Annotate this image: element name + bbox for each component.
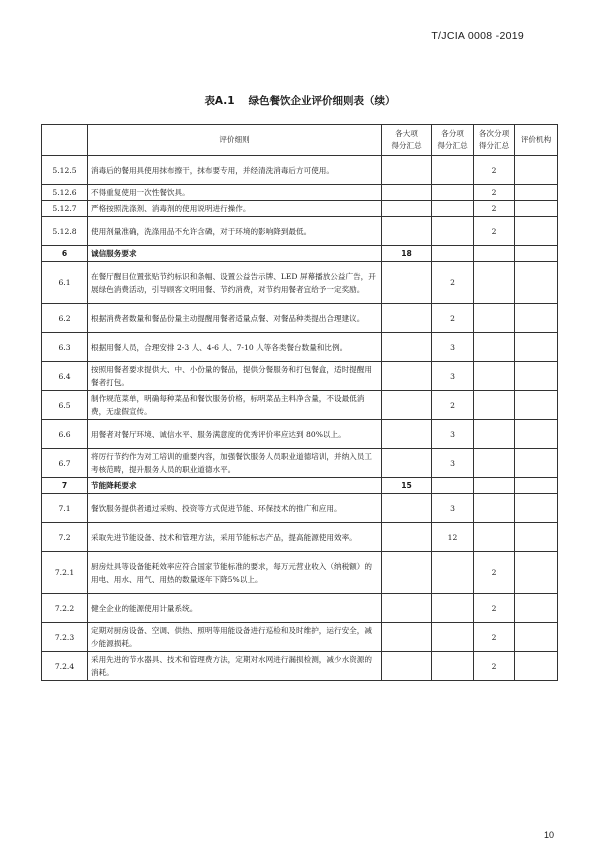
row-evaluator [515,449,558,478]
row-major-score [382,623,432,652]
table-row [42,362,558,391]
table-row [42,156,558,185]
row-criteria: 严格按照洗涤剂、消毒剂的使用说明进行操作。 [88,201,382,217]
row-minor-score [474,478,515,494]
row-number: 6 [42,246,88,262]
row-sub-score: 3 [432,333,474,362]
row-criteria: 定期对厨房设备、空调、供热、照明等用能设备进行巡检和及时维护，运行安全，减少能源损耗。 [88,623,382,652]
row-criteria: 采用先进的节水器具、技术和管理费方法，定期对水网进行漏损检测，减少水资源的消耗。 [88,652,382,681]
document-code: T/JCIA 0008 -2019 [431,30,524,42]
table-title-text: 绿色餐饮企业评价细则表（续） [248,95,396,107]
row-evaluator [515,217,558,246]
row-sub-score: 2 [432,391,474,420]
row-major-score [382,333,432,362]
row-criteria: 采取先进节能设备、技术和管理方法，采用节能标志产品，提高能源使用效率。 [88,523,382,552]
row-sub-score [432,217,474,246]
row-number: 7.1 [42,494,88,523]
row-sub-score: 2 [432,304,474,333]
row-sub-score [432,552,474,594]
row-evaluator [515,391,558,420]
row-number: 6.4 [42,362,88,391]
row-major-score [382,304,432,333]
row-evaluator [515,262,558,304]
row-minor-score: 2 [474,217,515,246]
row-minor-score [474,333,515,362]
table-row [42,333,558,362]
row-criteria: 餐饮服务提供者通过采购、投资等方式促进节能、环保技术的推广和应用。 [88,494,382,523]
table-row [42,185,558,201]
table-row [42,217,558,246]
row-minor-score: 2 [474,652,515,681]
row-number: 5.12.6 [42,185,88,201]
table-title [0,93,600,108]
row-major-score [382,552,432,594]
row-criteria: 制作规范菜单，明确每种菜品和餐饮服务价格，标明菜品主料净含量，不设最低消费，无虚假宣传。 [88,391,382,420]
row-major-score [382,523,432,552]
row-minor-score [474,449,515,478]
row-minor-score: 2 [474,623,515,652]
row-evaluator [515,333,558,362]
evaluation-table [41,124,558,681]
table-row [42,623,558,652]
table-row [42,552,558,594]
table-row [42,652,558,681]
row-evaluator [515,523,558,552]
row-number: 6.6 [42,420,88,449]
row-criteria: 节能降耗要求 [88,478,382,494]
row-evaluator [515,304,558,333]
table-row [42,201,558,217]
row-major-score [382,391,432,420]
row-sub-score: 3 [432,420,474,449]
section-row [42,478,558,494]
row-major-score [382,652,432,681]
row-minor-score: 2 [474,594,515,623]
table-number: 表A.1 [204,95,235,107]
row-major-score: 18 [382,246,432,262]
row-major-score [382,217,432,246]
row-number: 6.3 [42,333,88,362]
row-major-score [382,362,432,391]
row-evaluator [515,156,558,185]
row-minor-score [474,304,515,333]
row-number: 6.1 [42,262,88,304]
row-number: 7.2.1 [42,552,88,594]
header-minor-score: 各次分项 得分汇总 [474,125,515,156]
header-sub-score: 各分项 得分汇总 [432,125,474,156]
row-criteria: 消毒后的餐用具使用抹布擦干，抹布要专用，并经清洗消毒后方可使用。 [88,156,382,185]
row-evaluator [515,594,558,623]
row-minor-score [474,523,515,552]
row-major-score [382,449,432,478]
row-criteria: 根据消费者数量和餐品份量主动提醒用餐者适量点餐、对餐品种类提出合理建议。 [88,304,382,333]
row-sub-score [432,201,474,217]
table-row [42,262,558,304]
row-major-score [382,156,432,185]
row-sub-score [432,156,474,185]
row-evaluator [515,362,558,391]
table-row [42,449,558,478]
header-major-score: 各大项 得分汇总 [382,125,432,156]
row-evaluator [515,201,558,217]
row-minor-score [474,391,515,420]
row-evaluator [515,246,558,262]
row-evaluator [515,652,558,681]
row-criteria: 健全企业的能源使用计量系统。 [88,594,382,623]
row-minor-score [474,262,515,304]
row-evaluator [515,552,558,594]
row-criteria: 根据用餐人员，合理安排 2-3 人、4-6 人、7-10 人等各类餐台数量和比例。 [88,333,382,362]
row-criteria: 在餐厅醒目位置张贴节约标识和条幅、设置公益告示牌、LED 屏幕播放公益广告，开展绿色消费活动，引导顾客文明用餐、节约消费，对节约用餐者宜给予一定奖励。 [88,262,382,304]
row-number: 5.12.7 [42,201,88,217]
row-number: 7.2.4 [42,652,88,681]
row-sub-score: 3 [432,449,474,478]
row-number: 7.2.2 [42,594,88,623]
table-row [42,594,558,623]
header-evaluator: 评价机构 [515,125,558,156]
row-major-score [382,494,432,523]
row-sub-score: 12 [432,523,474,552]
table-row [42,523,558,552]
row-sub-score [432,623,474,652]
header-number [42,125,88,156]
row-criteria: 用餐者对餐厅环境、诚信水平、服务满意度的优秀评价率应达到 80%以上。 [88,420,382,449]
row-number: 7 [42,478,88,494]
row-sub-score [432,185,474,201]
row-evaluator [515,494,558,523]
row-major-score [382,201,432,217]
row-sub-score: 3 [432,494,474,523]
table-row [42,494,558,523]
row-major-score [382,594,432,623]
page-number: 10 [543,830,554,840]
table-row [42,391,558,420]
row-minor-score: 2 [474,201,515,217]
row-criteria: 厨房灶具等设备能耗效率应符合国家节能标准的要求，每万元营业收入（纳税额）的用电、用水、用气、用热的数量逐年下降5%以上。 [88,552,382,594]
row-minor-score [474,420,515,449]
row-minor-score [474,362,515,391]
row-sub-score [432,652,474,681]
row-criteria: 将厉行节约作为对工培训的重要内容，加强餐饮服务人员职业道德培训，并纳入员工考核范畴，提升服务人员的职业道德水平。 [88,449,382,478]
table-row [42,420,558,449]
row-evaluator [515,420,558,449]
row-number: 5.12.8 [42,217,88,246]
row-number: 5.12.5 [42,156,88,185]
section-row [42,246,558,262]
row-minor-score: 2 [474,185,515,201]
row-criteria: 使用剂量准确，洗涤用品不允许含磷，对于环境的影响降到最低。 [88,217,382,246]
row-criteria: 不得重复使用一次性餐饮具。 [88,185,382,201]
row-number: 6.7 [42,449,88,478]
header-criteria: 评价细则 [88,125,382,156]
row-minor-score: 2 [474,552,515,594]
row-evaluator [515,185,558,201]
row-number: 6.5 [42,391,88,420]
table-row [42,304,558,333]
row-major-score [382,262,432,304]
row-evaluator [515,623,558,652]
row-sub-score: 2 [432,262,474,304]
table-header-row [42,125,558,156]
row-number: 7.2 [42,523,88,552]
row-sub-score [432,478,474,494]
row-major-score [382,420,432,449]
row-major-score: 15 [382,478,432,494]
row-minor-score [474,246,515,262]
row-evaluator [515,478,558,494]
row-minor-score: 2 [474,156,515,185]
row-criteria: 按照用餐者要求提供大、中、小份量的餐品，提供分餐服务和打包餐盒，适时提醒用餐者打包。 [88,362,382,391]
row-sub-score: 3 [432,362,474,391]
row-minor-score [474,494,515,523]
row-sub-score [432,594,474,623]
row-number: 6.2 [42,304,88,333]
row-criteria: 诚信服务要求 [88,246,382,262]
row-number: 7.2.3 [42,623,88,652]
row-sub-score [432,246,474,262]
row-major-score [382,185,432,201]
